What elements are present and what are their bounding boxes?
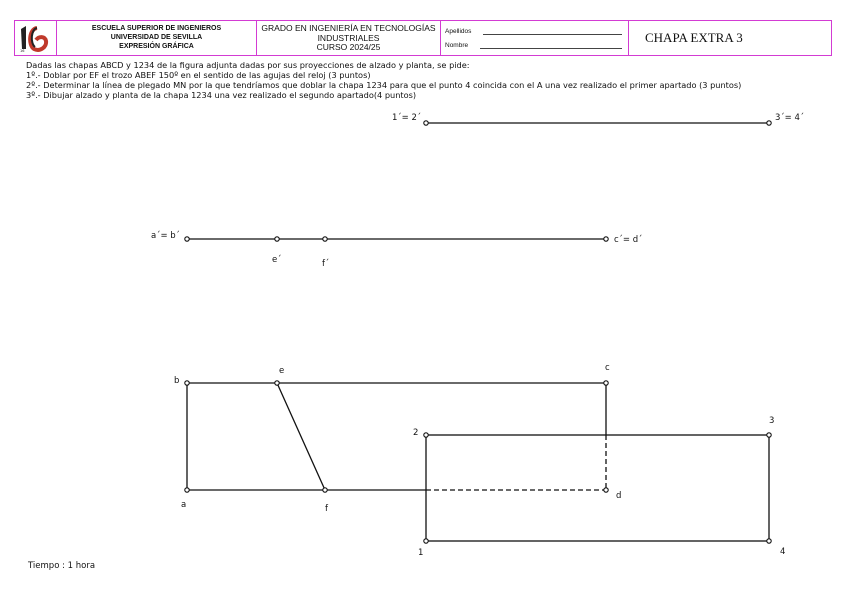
label-c-d-elevation: c´= d´ [614, 235, 643, 245]
point-e [275, 381, 279, 385]
apellidos-label: Apellidos [445, 28, 472, 35]
point-e-elevation [275, 237, 279, 241]
point-a-b-elevation [185, 237, 189, 241]
label-a: a [181, 500, 187, 510]
instruction-3: 3º.- Dibujar alzado y planta de la chapa 1234 una vez realizado el segundo apartado(4 puntos) [26, 90, 417, 100]
plan-fold-line-ef [277, 383, 325, 490]
school-line-2: UNIVERSIDAD DE SEVILLA [110, 34, 203, 41]
instruction-1: 1º.- Doblar por EF el trozo ABEF 150º en el sentido de las agujas del reloj (3 puntos) [26, 70, 371, 80]
label-1-2-elevation: 1´= 2´ [392, 113, 422, 123]
label-f: f [325, 504, 328, 514]
label-3-4-elevation: 3´= 4´ [775, 113, 805, 123]
label-b: b [174, 376, 180, 386]
point-d [604, 488, 608, 492]
school-line-1: ESCUELA SUPERIOR DE INGENIEROS [91, 25, 222, 32]
label-c: c [605, 363, 610, 373]
label-e-elevation: e´ [272, 255, 282, 265]
label-1: 1 [418, 548, 424, 558]
degree-line-3: CURSO 2024/25 [316, 42, 381, 52]
instruction-2: 2º.- Determinar la línea de plegado MN por la que tendríamos que doblar la chapa 1234 para que el punto 4 coincida con el A una vez realizado el primer apartado (3 puntos) [26, 80, 742, 90]
label-d: d [616, 491, 622, 501]
point-a [185, 488, 189, 492]
point-b [185, 381, 189, 385]
degree-line-1: GRADO EN INGENIERÍA EN TECNOLOGÍAS [261, 23, 436, 33]
logo-text: 16 [20, 49, 25, 53]
label-3: 3 [769, 416, 775, 426]
point-2 [424, 433, 428, 437]
label-2: 2 [413, 428, 419, 438]
time-note: Tiempo : 1 hora [28, 561, 96, 571]
sheet-title: CHAPA EXTRA 3 [645, 30, 743, 45]
label-4: 4 [780, 547, 786, 557]
point-f [323, 488, 327, 492]
plan-plate-1234 [426, 435, 769, 541]
point-1 [424, 539, 428, 543]
point-1-2-elevation [424, 121, 428, 125]
label-a-b-elevation: a´= b´ [151, 231, 180, 241]
point-3-4-elevation [767, 121, 771, 125]
label-e: e [279, 366, 285, 376]
school-line-3: EXPRESIÓN GRÁFICA [119, 43, 194, 50]
point-f-elevation [323, 237, 327, 241]
point-4 [767, 539, 771, 543]
point-c [604, 381, 608, 385]
degree-line-2: INDUSTRIALES [317, 32, 380, 43]
instruction-intro: Dadas las chapas ABCD y 1234 de la figura adjunta dadas por sus proyecciones de alzado y planta, se pide: [26, 60, 470, 70]
point-c-d-elevation [604, 237, 608, 241]
label-f-elevation: f´ [322, 259, 330, 269]
point-3 [767, 433, 771, 437]
nombre-label: Nombre [445, 42, 469, 49]
